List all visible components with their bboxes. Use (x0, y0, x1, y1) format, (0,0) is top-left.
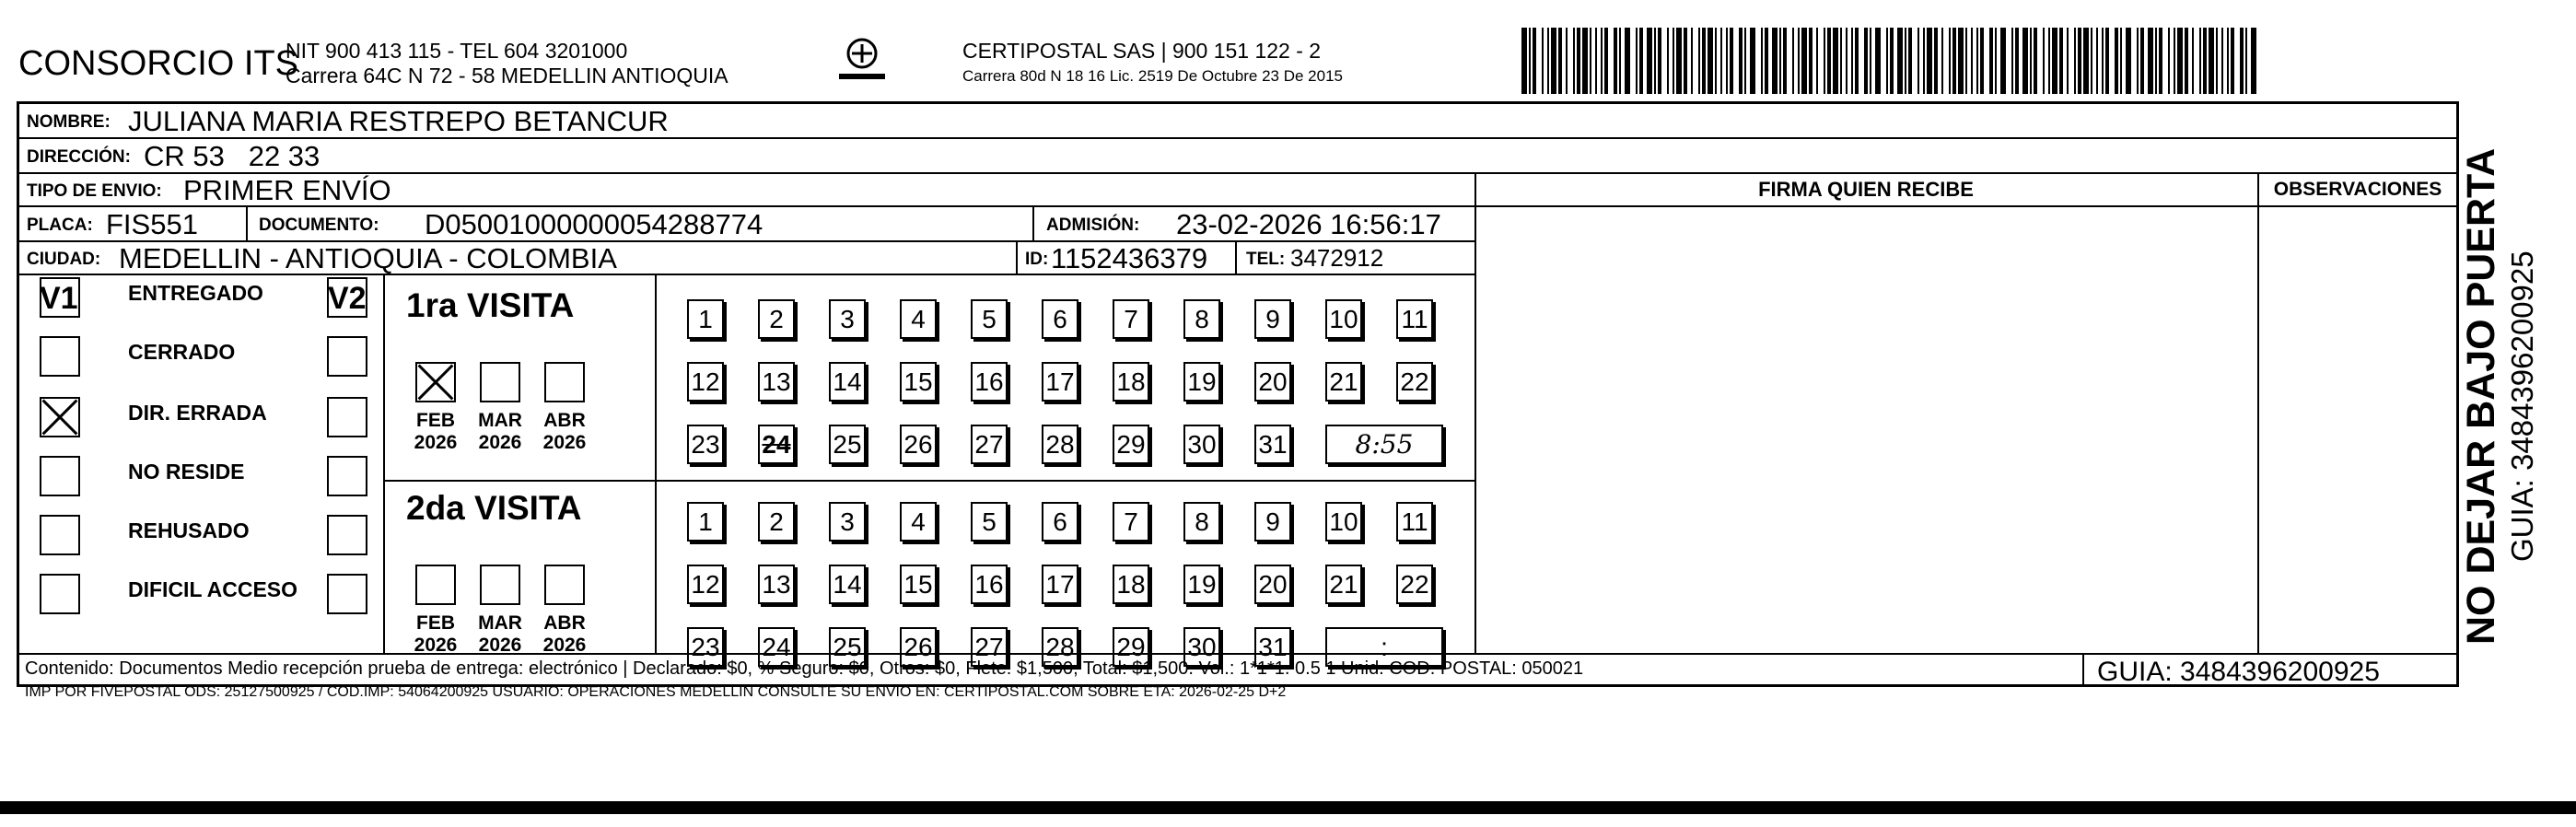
tipo-value: PRIMER ENVÍO (183, 174, 391, 206)
v2-checkbox[interactable] (327, 397, 367, 437)
barcode-bar (2030, 28, 2032, 94)
day-box[interactable]: 5 (971, 502, 1008, 542)
day-box[interactable]: 19 (1183, 362, 1220, 402)
barcode-bar (1604, 28, 1608, 94)
barcode-bar (2115, 28, 2118, 94)
day-box[interactable]: 16 (971, 565, 1008, 604)
barcode-bar (1558, 28, 1562, 94)
barcode-bar (2140, 28, 2144, 94)
day-box[interactable]: 21 (1325, 565, 1362, 604)
first-visit-title: 1ra VISITA (406, 286, 575, 324)
month-label (539, 612, 590, 657)
barcode-bar (1684, 28, 1687, 94)
barcode-bar (1908, 28, 1912, 94)
v2-checkbox[interactable] (327, 574, 367, 614)
v1-checkbox[interactable] (40, 456, 80, 496)
day-box[interactable]: 15 (900, 362, 937, 402)
ciudad-value: MEDELLIN - ANTIOQUIA - COLOMBIA (119, 242, 617, 274)
month-checkbox[interactable] (480, 565, 520, 605)
admision-value: 23-02-2026 16:56:17 (1176, 208, 1441, 240)
day-box[interactable]: 14 (829, 565, 866, 604)
barcode-bar (2221, 28, 2223, 94)
direccion-label: DIRECCIÓN: (27, 147, 131, 167)
row-tipo-envio (19, 174, 1474, 207)
barcode-bar (1658, 28, 1661, 94)
day-box[interactable]: 11 (1396, 502, 1433, 542)
barcode-bar (1864, 28, 1868, 94)
day-box[interactable]: 22 (1396, 565, 1433, 604)
barcode-bar (1971, 28, 1973, 94)
day-box[interactable]: 25 (829, 425, 866, 464)
barcode-bar (1708, 28, 1713, 94)
barcode-bar (1625, 28, 1630, 94)
barcode-bar (1739, 28, 1743, 94)
month-year: 2026 (414, 432, 458, 453)
barcode-bar (2048, 28, 2050, 94)
barcode-bar (1691, 28, 1693, 94)
barcode-bar (1647, 28, 1652, 94)
barcode-bar (2120, 28, 2122, 94)
day-box[interactable]: 8 (1183, 502, 1220, 542)
status-label: NO RESIDE (128, 460, 245, 483)
barcode-bar (1676, 28, 1682, 94)
barcode-bar (1875, 28, 1881, 94)
barcode-bar (2199, 28, 2201, 94)
v1-checkbox[interactable] (40, 515, 80, 555)
barcode-bar (1801, 28, 1807, 94)
barcode-bar (2209, 28, 2214, 94)
day-box[interactable]: 24 (758, 425, 795, 464)
day-box[interactable]: 25 (829, 627, 866, 667)
month-checkbox[interactable] (544, 362, 585, 402)
barcode-bar (2034, 28, 2037, 94)
month-checkbox[interactable] (480, 362, 520, 402)
day-box[interactable]: 21 (1325, 362, 1362, 402)
documento-value: D05001000000054288774 (425, 208, 763, 240)
id-value: 1152436379 (1051, 242, 1208, 274)
barcode-bar (1779, 28, 1781, 94)
v1-checkbox[interactable] (40, 574, 80, 614)
barcode-bar (2022, 28, 2028, 94)
barcode-bar (2011, 28, 2013, 94)
barcode-bar (1846, 28, 1847, 94)
month-name: FEB (416, 410, 455, 431)
barcode-bar (1840, 28, 1842, 94)
barcode-bar (1521, 28, 1527, 94)
day-box[interactable]: 9 (1254, 502, 1291, 542)
day-box[interactable]: 5 (971, 299, 1008, 339)
month-label (410, 612, 461, 657)
v1-label: V1 (40, 281, 78, 316)
barcode-bar (1551, 28, 1556, 94)
day-box[interactable]: 2 (758, 299, 795, 339)
observaciones-header: OBSERVACIONES (2259, 174, 2456, 207)
barcode-bar (1897, 28, 1903, 94)
barcode-bar (2231, 28, 2234, 94)
barcode-bar (2015, 28, 2019, 94)
barcode-bar (1798, 28, 1800, 94)
barcode-bar (1573, 28, 1575, 94)
v2-checkbox[interactable] (327, 277, 367, 318)
status-label: DIFICIL ACCESO (128, 577, 298, 601)
direccion-value: CR 53 22 33 (144, 140, 321, 172)
month-label (410, 410, 461, 454)
footer-content-line: Contenido: Documentos Medio recepción prueba de entrega: electrónico | Declarado: $0, % Seguro: $0, Otros: $0, Flete: $1,500, Total: $1,500. Vol.: 1*1*1. 0.5 1 Unid. COD. POSTAL: 050021 (25, 658, 1584, 679)
barcode-bar (1542, 28, 1544, 94)
row-placa (19, 207, 1474, 242)
barcode-bar (1750, 28, 1755, 94)
barcode-bar (1744, 28, 1746, 94)
nit-line: NIT 900 413 115 - TEL 604 3201000 (286, 39, 628, 63)
barcode-bar (2185, 28, 2188, 94)
barcode-bar (1855, 28, 1859, 94)
day-box[interactable]: 30 (1183, 425, 1220, 464)
v2-checkbox[interactable] (327, 456, 367, 496)
barcode-bar (1851, 28, 1853, 94)
tipo-label: TIPO DE ENVIO: (27, 181, 162, 201)
v2-checkbox[interactable] (327, 515, 367, 555)
day-box[interactable]: 31 (1254, 627, 1291, 667)
second-visit-title: 2da VISITA (406, 489, 582, 527)
v1-checkbox[interactable] (40, 277, 80, 318)
month-checkbox[interactable] (544, 565, 585, 605)
day-box[interactable]: 30 (1183, 627, 1220, 667)
carrier-line: CERTIPOSTAL SAS | 900 151 122 - 2 (962, 39, 1322, 63)
day-box[interactable]: 24 (758, 627, 795, 667)
barcode-bar (1654, 28, 1656, 94)
month-year: 2026 (478, 432, 522, 453)
barcode-bar (2078, 28, 2081, 94)
day-box[interactable]: 28 (1042, 425, 1078, 464)
barcode-bar (2251, 28, 2256, 94)
barcode-bar (1980, 28, 1984, 94)
barcode-bar (1783, 28, 1787, 94)
ciudad-label: CIUDAD: (27, 250, 101, 269)
barcode-bar (1761, 28, 1763, 94)
day-box[interactable]: 17 (1042, 362, 1078, 402)
barcode-bar (1927, 28, 1932, 94)
v2-label: V2 (328, 281, 367, 316)
barcode-bar (2168, 28, 2170, 94)
day-box[interactable]: 9 (1254, 299, 1291, 339)
id-label: ID: (1025, 250, 1049, 269)
barcode-bar (1720, 28, 1722, 94)
barcode-bar (1636, 28, 1638, 94)
nombre-value: JULIANA MARIA RESTREPO BETANCUR (128, 105, 669, 137)
tel-value: 3472912 (1290, 244, 1384, 272)
day-box[interactable]: 20 (1254, 565, 1291, 604)
barcode-bar (1827, 28, 1831, 94)
status-label: DIR. ERRADA (128, 401, 267, 425)
footer-print-line: IMP POR FIVEPOSTAL ODS: 25127500925 / COD.IMP: 54064200925 USUARIO: OPERACIONES MEDELLIN CONSULTE SU ENVIO EN: CERTIPOSTAL.COM SOBRE ETA: 2026-02-25 D+2 (25, 684, 1287, 700)
certipostal-logo-icon (833, 35, 891, 88)
barcode-bar (1702, 28, 1706, 94)
barcode-bar (1792, 28, 1794, 94)
barcode-bar (2216, 28, 2218, 94)
barcode-bar (2102, 28, 2104, 94)
barcode-bar (1809, 28, 1813, 94)
day-box[interactable]: 12 (687, 565, 724, 604)
barcode-bar (1765, 28, 1768, 94)
barcode-bar (1917, 28, 1919, 94)
month-name: ABR (543, 612, 586, 634)
day-box[interactable]: 19 (1183, 565, 1220, 604)
barcode-bar (1639, 28, 1643, 94)
barcode-bar (1934, 28, 1938, 94)
day-box[interactable]: 22 (1396, 362, 1433, 402)
month-year: 2026 (478, 635, 522, 656)
barcode-bar (1886, 28, 1888, 94)
barcode-bar (1619, 28, 1621, 94)
day-box[interactable]: 23 (687, 627, 724, 667)
status-label: CERRADO (128, 340, 236, 364)
barcode-bar (1976, 28, 1978, 94)
company-info (286, 39, 729, 88)
barcode-bar (1715, 28, 1717, 94)
barcode-bar (1923, 28, 1925, 94)
barcode-bar (2148, 28, 2153, 94)
barcode-bar (2074, 28, 2076, 94)
month-year: 2026 (542, 432, 587, 453)
barcode-bar (1949, 28, 1951, 94)
day-box[interactable]: 6 (1042, 502, 1078, 542)
barcode-bar (2083, 28, 2089, 94)
barcode-bar (2192, 28, 2194, 94)
barcode-bar (1582, 28, 1588, 94)
day-box[interactable]: 1 (687, 502, 724, 542)
day-box[interactable]: 20 (1254, 362, 1291, 402)
month-year: 2026 (414, 635, 458, 656)
month-label (539, 410, 590, 454)
day-box[interactable]: 4 (900, 299, 937, 339)
row-nombre (19, 104, 2456, 139)
barcode-bar (2091, 28, 2092, 94)
visit-time-box[interactable]: : (1325, 627, 1443, 667)
firma-header: FIRMA QUIEN RECIBE (1474, 174, 2257, 207)
day-box[interactable]: 8 (1183, 299, 1220, 339)
day-box[interactable]: 10 (1325, 502, 1362, 542)
address-line: Carrera 64C N 72 - 58 MEDELLIN ANTIOQUIA (286, 64, 729, 87)
barcode-bar (1730, 28, 1733, 94)
visit-time-box[interactable]: 8:55 (1325, 425, 1443, 464)
day-box[interactable]: 2 (758, 502, 795, 542)
barcode-bar (1995, 28, 1997, 94)
barcode-bar (1614, 28, 1617, 94)
barcode-bar (1890, 28, 1894, 94)
barcode-bar (2052, 28, 2057, 94)
day-box[interactable]: 31 (1254, 425, 1291, 464)
carrier-address: Carrera 80d N 18 16 Lic. 2519 De Octubre 23 De 2015 (962, 67, 1343, 85)
day-box[interactable]: 3 (829, 299, 866, 339)
barcode-bar (2245, 28, 2247, 94)
barcode-bar (1958, 28, 1964, 94)
barcode-bar (2105, 28, 2109, 94)
day-box[interactable]: 6 (1042, 299, 1078, 339)
day-box[interactable]: 18 (1113, 565, 1149, 604)
carrier-info (962, 39, 1343, 88)
barcode-bar (2177, 28, 2183, 94)
admision-label: ADMISIÓN: (1046, 215, 1140, 235)
barcode-bar (2240, 28, 2244, 94)
status-label: ENTREGADO (128, 281, 263, 305)
barcode-bar (2137, 28, 2139, 94)
month-year: 2026 (542, 635, 587, 656)
barcode (1521, 28, 2267, 94)
barcode-bar (2159, 28, 2162, 94)
barcode-bar (2067, 28, 2069, 94)
day-box[interactable]: 29 (1113, 425, 1149, 464)
day-box[interactable]: 10 (1325, 299, 1362, 339)
day-box[interactable]: 27 (971, 425, 1008, 464)
barcode-bar (2174, 28, 2175, 94)
barcode-bar (1870, 28, 1871, 94)
barcode-bar (1667, 28, 1669, 94)
day-box[interactable]: 28 (1042, 627, 1078, 667)
barcode-bar (1577, 28, 1580, 94)
day-box[interactable]: 13 (758, 565, 795, 604)
barcode-bar (2000, 28, 2006, 94)
barcode-bar (2126, 28, 2131, 94)
barcode-bar (1673, 28, 1674, 94)
v1-checkbox[interactable] (40, 336, 80, 377)
month-checkbox[interactable] (415, 565, 456, 605)
month-name: MAR (478, 612, 522, 634)
month-label (474, 612, 526, 657)
barcode-bar (2059, 28, 2063, 94)
month-name: ABR (543, 410, 586, 431)
barcode-bar (1590, 28, 1591, 94)
day-box[interactable]: 16 (971, 362, 1008, 402)
barcode-bar (1698, 28, 1700, 94)
day-box[interactable]: 4 (900, 502, 937, 542)
barcode-bar (1989, 28, 1993, 94)
day-box[interactable]: 15 (900, 565, 937, 604)
day-box[interactable]: 11 (1396, 299, 1433, 339)
placa-label: PLACA: (27, 215, 93, 235)
placa-value: FIS551 (106, 208, 198, 240)
documento-label: DOCUMENTO: (259, 215, 379, 235)
day-box[interactable]: 26 (900, 425, 937, 464)
day-box[interactable]: 12 (687, 362, 724, 402)
barcode-bar (1833, 28, 1838, 94)
barcode-bar (2043, 28, 2045, 94)
barcode-bar (1905, 28, 1906, 94)
day-box[interactable]: 23 (687, 425, 724, 464)
barcode-bar (1595, 28, 1597, 94)
barcode-bar (1772, 28, 1778, 94)
month-checkbox[interactable] (415, 362, 456, 402)
barcode-bar (1547, 28, 1549, 94)
day-box[interactable]: 17 (1042, 565, 1078, 604)
barcode-bar (1952, 28, 1956, 94)
delivery-form (17, 101, 2459, 700)
day-box[interactable]: 1 (687, 299, 724, 339)
day-box[interactable]: 13 (758, 362, 795, 402)
day-box[interactable]: 7 (1113, 502, 1149, 542)
barcode-bar (2096, 28, 2098, 94)
bottom-bar (0, 801, 2576, 814)
barcode-bar (2155, 28, 2157, 94)
barcode-bar (1816, 28, 1818, 94)
day-box[interactable]: 14 (829, 362, 866, 402)
barcode-bar (2227, 28, 2229, 94)
day-box[interactable]: 27 (971, 627, 1008, 667)
day-box[interactable]: 3 (829, 502, 866, 542)
footer-guia: GUIA: 3484396200925 (2097, 657, 2380, 687)
company-name: CONSORCIO ITS (18, 44, 299, 83)
row-ciudad (19, 242, 1474, 275)
v1-checkbox[interactable] (40, 397, 80, 437)
nombre-label: NOMBRE: (27, 112, 111, 132)
side-guia: GUIA: 3484396200925 (2505, 250, 2539, 562)
barcode-bar (1941, 28, 1943, 94)
month-name: FEB (416, 612, 455, 634)
month-name: MAR (478, 410, 522, 431)
row-direccion (19, 139, 2456, 174)
barcode-bar (1529, 28, 1531, 94)
v2-checkbox[interactable] (327, 336, 367, 377)
status-label: REHUSADO (128, 518, 250, 542)
barcode-bar (1533, 28, 1536, 94)
barcode-bar (1726, 28, 1728, 94)
day-box[interactable]: 29 (1113, 627, 1149, 667)
barcode-bar (1965, 28, 1967, 94)
day-box[interactable]: 7 (1113, 299, 1149, 339)
barcode-bar (2203, 28, 2207, 94)
barcode-bar (1824, 28, 1825, 94)
day-box[interactable]: 26 (900, 627, 937, 667)
barcode-bar (1601, 28, 1603, 94)
side-warning: NO DEJAR BAJO PUERTA (2459, 147, 2503, 645)
month-label (474, 410, 526, 454)
barcode-bar (1566, 28, 1568, 94)
tel-label: TEL: (1246, 250, 1286, 269)
day-box[interactable]: 18 (1113, 362, 1149, 402)
